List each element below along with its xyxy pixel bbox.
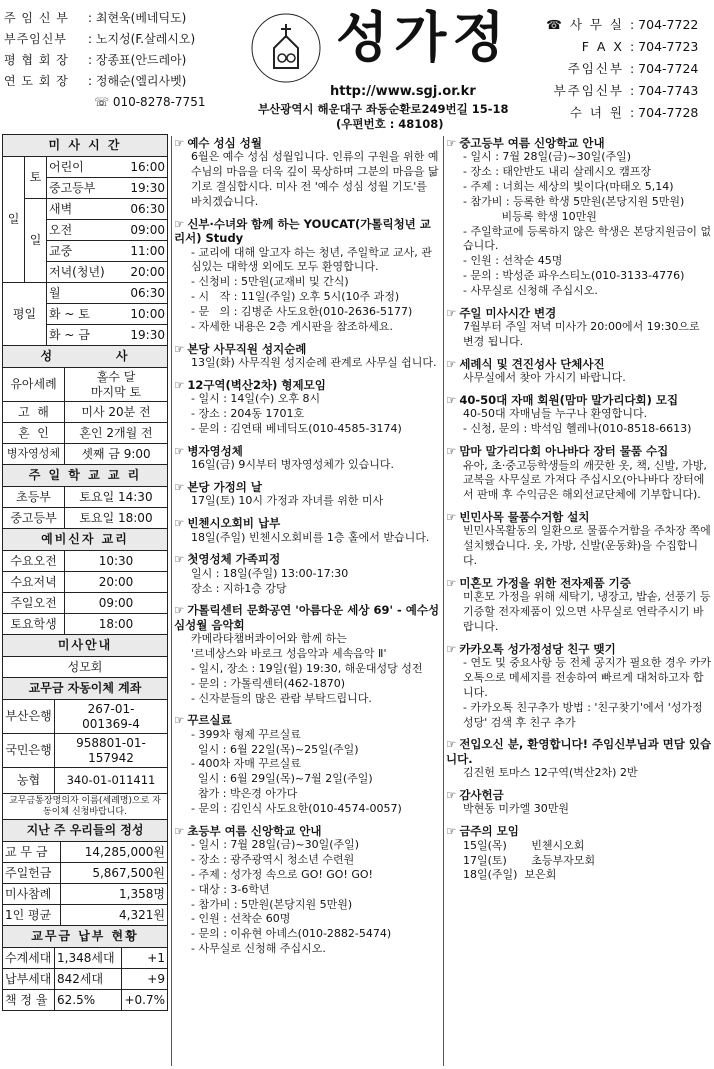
announcement-title: ☞ 병자영성체: [174, 443, 243, 458]
website-link[interactable]: http://www.sgj.or.kr: [330, 84, 476, 99]
announcement: [174, 136, 440, 210]
info-sidebar: [2, 134, 168, 1066]
pointing-hand-icon: ☞: [446, 444, 457, 459]
announcement-title: ☞ 12구역(벽산2차) 형제모임: [174, 377, 326, 392]
announcement: [446, 510, 712, 569]
announcement-body: - 교리에 대해 알고자 하는 청년, 주일학교 교사, 관심있는 대학생 외에도 모두 환영합니다. - 신청비 : 5만원(교재비 및 간식) - 시 작 : 11일(주일) 오후 5시(10주 과정) - 문 의 : 김병준 사도요한(010-2636-5177) - 자세한 내용은 2층 게시판을 참조하세요.: [191, 245, 432, 333]
pointing-hand-icon: ☞: [446, 824, 457, 839]
pointing-hand-icon: ☞: [174, 377, 185, 392]
announcement: [174, 552, 440, 596]
announcement-title: ☞ 금주의 모임: [446, 824, 519, 839]
staff-row: 주 임 신 부 : 최현욱(베네딕도): [4, 11, 187, 25]
pointing-hand-icon: ☞: [174, 603, 185, 618]
announcement: [174, 480, 440, 509]
announcement-body: 미혼모 가정을 위해 세탁기, 냉장고, 밥솥, 선풍기 등 기증할 전자제품이 있으면 사무실로 연락주시기 바랍니다.: [463, 590, 714, 634]
announcement: [446, 788, 712, 817]
announcement-body: 사무실에서 찾아 가시기 바랍니다.: [463, 371, 626, 385]
pointing-hand-icon: ☞: [174, 479, 185, 494]
announcement-body: 13일(화) 사무직원 성지순례 관계로 사무실 쉽니다.: [191, 355, 437, 369]
postal-code: (우편번호 : 48108): [336, 117, 444, 131]
sunday-label-2: 일: [25, 199, 47, 283]
pointing-hand-icon: ☞: [174, 823, 185, 838]
announcement-body: 김진헌 토마스 12구역(벽산2차) 2반: [463, 766, 638, 780]
sacraments-heading: 성 사: [3, 346, 168, 368]
announcement-body: 17일(토) 10시 가정과 자녀를 위한 미사: [191, 494, 384, 508]
announcement-title: ☞ 감사헌금: [446, 788, 504, 803]
announcement-title: ☞ 본당 가정의 날: [174, 479, 262, 494]
announcement-title: ☞ 빈민사목 물품수거함 설치: [446, 510, 590, 525]
contact-row: 주임신부 : 704-7724: [567, 61, 699, 77]
announcement-body: - 399차 형제 꾸르실료 일시 : 6월 22일(목)~25일(주일) - 400차 자매 꾸르실료 일시 : 6월 29일(목)~7월 2일(주일) 참가 : 박은경 아가다 - 문의 : 김인식 사도요한(010-4574-0057): [191, 727, 402, 815]
announcement-title: ☞ 가톨릭센터 문화공연 '아름다운 세상 69' - 예수성심성월 음악회: [174, 603, 440, 632]
pointing-hand-icon: ☞: [446, 356, 457, 371]
announcement: [174, 713, 440, 816]
contact-row: 부주임신부 : 704-7743: [553, 83, 699, 99]
announcement-title: ☞ 첫영성체 가족피정: [174, 552, 281, 567]
announcement: [446, 306, 712, 350]
announcement-body: 박현동 미카엘 30만원: [463, 802, 569, 816]
bank-table: 교무금 자동이체 계좌 부산은행 267-01- 001369-4 국민은행 958801-01- 157942 농협 340-01-011411 교무금통장명의자 이름(세례명)으로 자동이체 신청바랍니다.: [2, 677, 168, 820]
pointing-hand-icon: ☞: [174, 713, 185, 728]
announcement: [446, 393, 712, 437]
staff-list: [4, 8, 234, 113]
contact-row: F A X : 704-7723: [581, 39, 699, 55]
pointing-hand-icon: ☞: [446, 641, 457, 656]
staff-row: 연 도 회 장 : 정해순(엘리사벳): [4, 74, 187, 88]
parish-phone: ☏ 010-8278-7751: [94, 95, 206, 109]
announcement-title: ☞ 주일 미사시간 변경: [446, 305, 557, 320]
saturday-label: 토: [25, 157, 47, 199]
staff-row: 평 협 회 장 : 장종표(안드레아): [4, 53, 187, 67]
announcement: [174, 824, 440, 957]
announcement-title: ☞ 카카오톡 성가정성당 친구 맺기: [446, 641, 616, 656]
sunday-school-table: 주 일 학 교 교 리 초등부 토요일 14:30 중고등부 토요일 18:00: [2, 464, 168, 529]
pointing-hand-icon: ☞: [174, 341, 185, 356]
announcement-body: 빈민사목활동의 일환으로 물품수거함을 주차장 쪽에 설치했습니다. 옷, 가방, 신발(운동화)을 수집합니다.: [463, 524, 714, 568]
weekday-label: 평일: [3, 283, 47, 346]
church-emblem-icon: [246, 8, 326, 88]
news-column-right: [446, 136, 712, 890]
staff-row: 부주임신부 : 노지성(F.살레시오): [4, 32, 196, 46]
announcement: [174, 516, 440, 545]
announcement: [174, 217, 440, 335]
contact-row: ☎ 사 무 실 : 704-7722: [546, 17, 699, 33]
announcement-body: - 연도 및 중요사항 등 전체 공지가 필요한 경우 카카오톡으로 메세지를 전송하여 빠르게 대처하고자 합니다. - 카카오톡 친구추가 방법 : '친구찾기'에서 '성가정성당' 검색 후 친구 추가: [463, 656, 711, 729]
announcement-body: 18일(주일) 빈첸시오회비를 1층 홀에서 받습니다.: [191, 530, 430, 544]
announcement: [446, 357, 712, 386]
announcement: [446, 824, 712, 883]
announcement: [174, 603, 440, 706]
pointing-hand-icon: ☞: [446, 393, 457, 408]
pointing-hand-icon: ☞: [174, 443, 185, 458]
dues-status-table: 교무금 납부 현황 수계세대 1,348세대 +1 납부세대 842세대 +9 책 정 율 62.5% +0.7%: [2, 925, 168, 1011]
announcement-title: ☞ 빈첸시오회비 납부: [174, 516, 281, 531]
news-column-middle: [174, 136, 440, 964]
announcement: [174, 378, 440, 437]
announcement-body: 일시 : 18일(주일) 13:00-17:30 장소 : 지하1층 강당: [191, 566, 349, 595]
announcement: [446, 576, 712, 635]
pointing-hand-icon: ☞: [446, 136, 457, 150]
pointing-hand-icon: ☞: [174, 216, 185, 231]
announcement-title: ☞ 맘마 말가리다회 아나바다 장터 물품 수집: [446, 444, 669, 459]
sunday-label: 일: [3, 157, 25, 283]
column-divider: [171, 136, 172, 1066]
pointing-hand-icon: ☞: [446, 737, 457, 752]
mass-guide-table: 미사안내 성모회: [2, 634, 168, 678]
sacrament-table: 성 사 유아세례 홀수 달 마지막 토 고 해 미사 20분 전 혼 인 혼인 2개월 전 병자영성체 셋째 금 9:00: [2, 345, 168, 465]
announcement-title: ☞ 본당 사무직원 성지순례: [174, 341, 307, 356]
announcement-title: ☞ 미혼모 가정을 위한 전자제품 기증: [446, 575, 631, 590]
announcement-body: - 일시 : 14일(수) 오후 8시 - 장소 : 204동 1701호 - 문의 : 김연태 베네딕도(010-4585-3174): [191, 392, 402, 435]
announcement-body: 카메라타챔버콰이어와 함께 하는 '르네상스와 바로크 성음악과 세속음악 Ⅱ' - 일시, 장소 : 19일(월) 19:30, 해운대성당 성전 - 문의 : 가톨릭센터(462-1870) - 신자분들의 많은 관람 부탁드립니다.: [191, 632, 423, 705]
announcement-title: ☞ 세례식 및 견진성사 단체사진: [446, 356, 605, 371]
address: 부산광역시 해운대구 좌동순환로249번길 15-18: [258, 102, 509, 116]
announcement-body: 15일(목) 빈첸시오회 17일(토) 초등부자모회 18일(주일) 보은회: [463, 838, 596, 882]
announcement-body: 40-50대 자매님들 누구나 환영합니다. - 신청, 문의 : 박석임 헬레나(010-8518-6613): [463, 407, 692, 436]
column-divider: [443, 136, 444, 1066]
announcement: [174, 342, 440, 371]
announcement: [446, 737, 712, 781]
announcement-title: ☞ 예수 성심 성월: [174, 136, 262, 150]
brand-title: 성가정: [336, 5, 511, 69]
mass-schedule-table: 미 사 시 간 일 토 어린이 16:00 중고등부 19:30 일 새벽 06:30 오전 09:00 교중 11:00 저녁(청년) 20:00 평일 월 06:30 화 ~ 토 10:00 화 ~ 금 19:30: [2, 134, 168, 346]
pointing-hand-icon: ☞: [446, 575, 457, 590]
bank-note: 교무금통장명의자 이름(세례명)으로 자동이체 신청바랍니다.: [3, 794, 168, 820]
announcement-title: ☞ 중고등부 여름 신앙학교 안내: [446, 136, 605, 150]
announcement: [174, 444, 440, 473]
announcement-title: ☞ 초등부 여름 신앙학교 안내: [174, 823, 322, 838]
announcement: [446, 642, 712, 731]
offering-stats-table: 지난 주 우리들의 정성 교 무 금 14,285,000원 주일헌금 5,867,500원 미사참례 1,358명 1인 평균 4,321원: [2, 819, 168, 926]
announcement-title: ☞ 신부·수녀와 함께 하는 YOUCAT(가톨릭청년 교리서) Study: [174, 216, 431, 246]
announcement-title: ☞ 40-50대 자매 회원(맘마 말가리다회) 모집: [446, 393, 679, 408]
mass-times-heading: 미 사 시 간: [3, 135, 168, 157]
pointing-hand-icon: ☞: [446, 305, 457, 320]
announcement-body: 6월은 예수 성심 성월입니다. 인류의 구원을 위한 예수님의 마음을 더욱 깊이 묵상하며 그분의 마음을 닮기로 결심합시다. 미사 전 '예수 성심 성월 기도'를 바치겠습니다.: [191, 150, 439, 208]
announcement-body: - 일시 : 7월 28일(금)~30일(주일) - 장소 : 광주광역시 청소년 수련원 - 주제 : 성가정 속으로 GO! GO! GO! - 대상 : 3-6학년 - 참가비 : 5만원(본당지원 5만원) - 인원 : 선착순 60명 - 문의 : 이유현 아녜스(010-2882-5474) - 사무실로 신청해 주십시오.: [191, 838, 392, 956]
pointing-hand-icon: ☞: [446, 788, 457, 803]
pointing-hand-icon: ☞: [174, 552, 185, 567]
pointing-hand-icon: ☞: [174, 136, 185, 150]
pointing-hand-icon: ☞: [174, 516, 185, 531]
announcement-body: 16일(금) 9시부터 병자영성체가 있습니다.: [191, 458, 394, 472]
announcement-body: - 일시 : 7월 28일(금)~30일(주일) - 장소 : 태안반도 내리 살레시오 캠프장 - 주제 : 너희는 세상의 빛이다(마태오 5,14) - 참가비 : 등록한 학생 5만원(본당지원 5만원) 비등록 학생 10만원 - 주일학교에 등록하지 않은 학생은 본당지원금이 없습니다. - 인원 : 선착순 45명 - 문의 : 박성준 파우스티노(010-3133-4776) - 사무실로 신청해 주십시오.: [463, 150, 712, 297]
header: [0, 0, 714, 132]
contact-row: 수 녀 원 : 704-7728: [569, 105, 699, 121]
announcement-title: ☞ 전입오신 분, 환영합니다! 주임신부님과 면담 있습니다.: [446, 737, 712, 766]
announcement-body: 7월부터 주일 저녁 미사가 20:00에서 19:30으로 변경 됩니다.: [463, 320, 704, 349]
announcement-title: ☞ 꾸르실료: [174, 713, 232, 728]
pointing-hand-icon: ☞: [446, 510, 457, 525]
catechism-table: 예비신자 교리 수요오전 10:30 수요저녁 20:00 주일오전 09:00 토요학생 18:00: [2, 528, 168, 635]
contact-list: [510, 14, 710, 124]
announcement: [446, 136, 712, 299]
announcement: [446, 444, 712, 503]
announcement-body: 유아, 초·중고등학생들의 깨끗한 옷, 책, 신발, 가방, 교복을 사무실로 가져다 주십시오(아나바다 장터에서 판매 후 수익금은 해외선교단체에 기부합니다).: [463, 458, 711, 502]
